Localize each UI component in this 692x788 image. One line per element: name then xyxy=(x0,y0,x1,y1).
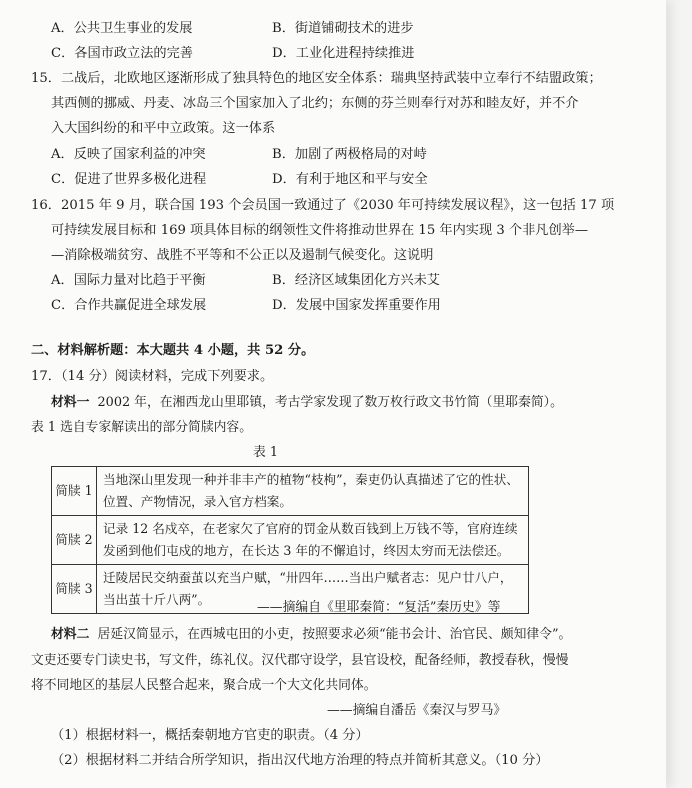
q14-option-d: D．工业化进程持续推进 xyxy=(272,46,415,61)
cell-line: 迁陵居民交纳蚕茧以充当户赋，“卅四年……当出户赋者志：见户廿八户， xyxy=(103,570,513,585)
source-citation-1: ——摘编自《里耶秦简：“复活”秦历史》等 xyxy=(257,600,501,615)
q16-stem-line: —消除极端贫穷、战胜不平等和不公正以及遏制气候变化。这说明 xyxy=(51,248,434,263)
material-two-line-2: 文吏还要专门读史书，写文件，练礼仪。汉代郡守设学，县官设校，配备经师，教授春秋，慢慢 xyxy=(31,653,569,668)
q16-option-b: B．经济区域集团化方兴未艾 xyxy=(272,273,440,288)
q15-stem-line: 15．二战后，北欧地区逐渐形成了独具特色的地区安全体系：瑞典坚持武装中立奉行不结盟政策； xyxy=(31,71,602,86)
source-citation-2: ——摘编自潘岳《秦汉与罗马》 xyxy=(327,703,507,718)
q15-option-b: B．加剧了两极格局的对峙 xyxy=(272,147,427,162)
q16-stem-line: 可持续发展目标和 169 项具体目标的纲领性文件将推动世界在 15 年内实现 3 个非凡创举— xyxy=(51,223,589,238)
cell-line: 当地深山里发现一种并非丰产的植物“枝枸”，秦吏仍认真描述了它的性状、 xyxy=(103,472,519,487)
material-one-label: 材料一 xyxy=(51,395,90,410)
q15-option-c: C．促进了世界多极化进程 xyxy=(51,172,207,187)
q16-stem-line: 16．2015 年 9 月，联合国 193 个会员国一致通过了《2030 年可持续发展议程》，这一包括 17 项 xyxy=(31,198,615,213)
material-one-line xyxy=(51,394,563,412)
q15-option-d: D．有利于地区和平与安全 xyxy=(272,172,428,187)
material-one-text: 2002 年，在湘西龙山里耶镇，考古学家发现了数万枚行政文书竹简（里耶秦简）。 xyxy=(97,395,563,410)
q16-option-c: C．合作共赢促进全球发展 xyxy=(51,298,207,313)
q15-stem-line: 入大国纠纷的和平中立政策。这一体系 xyxy=(51,121,276,136)
cell-line: 当出茧十斤八两”。 xyxy=(103,592,211,607)
q14-option-c: C．各国市政立法的完善 xyxy=(51,46,193,61)
q14-option-b: B．街道铺砌技术的进步 xyxy=(272,21,414,36)
table-title: 表 1 xyxy=(253,445,279,460)
cell-line: 发函到他们屯戍的地方，在长达 3 年的不懈追讨，终因太穷而无法偿还。 xyxy=(103,543,510,558)
table-row xyxy=(52,467,529,516)
cell-line: 记录 12 名戍卒，在老家欠了官府的罚金从数百钱到上万钱不等，官府连续 xyxy=(103,521,518,536)
bamboo-slips-table xyxy=(51,466,529,614)
material-two-line-3: 将不同地区的基层人民整合起来，聚合成一个大文化共同体。 xyxy=(31,678,377,693)
material-two-line xyxy=(51,626,571,644)
table-cell-content xyxy=(97,467,529,516)
table-row xyxy=(52,516,529,565)
material-one-line-2: 表 1 选自专家解读出的部分简牍内容。 xyxy=(31,420,253,435)
q16-option-a: A．国际力量对比趋于平衡 xyxy=(51,273,206,288)
material-two-text: 居延汉简显示，在西城屯田的小吏，按照要求必须“能书会计、治官民、颇知律令”。 xyxy=(97,627,572,642)
table-cell-content xyxy=(97,516,529,565)
table-cell-name: 简牍 1 xyxy=(52,467,97,516)
sub-question-1: （1）根据材料一，概括秦朝地方官吏的职责。（4 分） xyxy=(51,728,369,743)
q15-stem-line: 其西侧的挪威、丹麦、冰岛三个国家加入了北约；东侧的芬兰则奉行对苏和睦友好，并不介 xyxy=(51,96,579,111)
q16-option-d: D．发展中国家发挥重要作用 xyxy=(272,298,441,313)
material-two-label: 材料二 xyxy=(51,627,90,642)
table-cell-name: 简牍 2 xyxy=(52,516,97,565)
sub-question-2: （2）根据材料二并结合所学知识，指出汉代地方治理的特点并简析其意义。（10 分） xyxy=(51,753,549,768)
q17-intro: 17．（14 分）阅读材料，完成下列要求。 xyxy=(31,369,274,384)
cell-line: 位置、产物情况，录入官方档案。 xyxy=(103,494,292,509)
table-cell-name: 简牍 3 xyxy=(52,565,97,614)
q15-option-a: A．反映了国家利益的冲突 xyxy=(51,147,206,162)
section-heading: 二、材料解析题：本大题共 4 小题，共 52 分。 xyxy=(31,343,315,358)
q14-option-a: A．公共卫生事业的发展 xyxy=(51,21,193,36)
